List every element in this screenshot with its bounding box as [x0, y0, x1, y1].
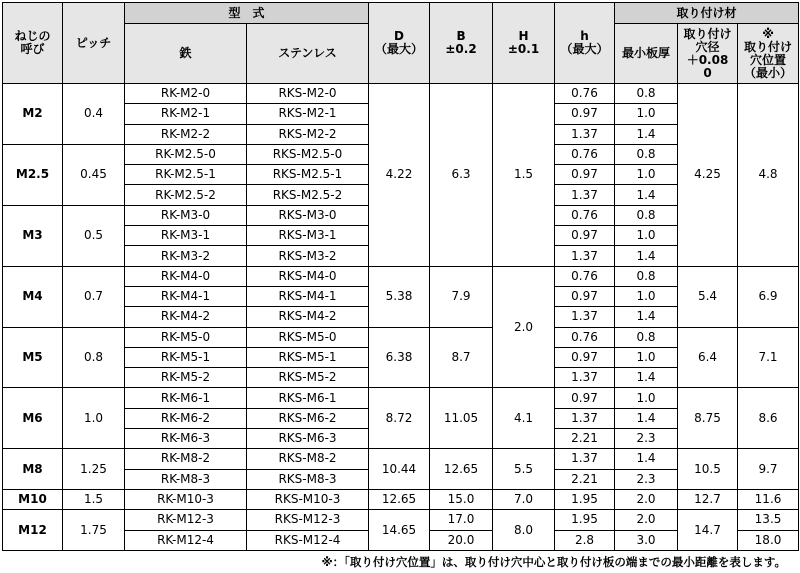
iron-cell: RK-M12-3	[125, 510, 247, 530]
header-nominal: ねじの 呼び	[3, 3, 63, 84]
iron-cell: RK-M3-0	[125, 205, 247, 225]
iron-cell: RK-M10-3	[125, 489, 247, 509]
b-cell: 6.3	[430, 84, 493, 267]
h-lower-cell: 1.37	[555, 408, 615, 428]
h-lower-cell: 0.97	[555, 286, 615, 306]
stainless-cell: RKS-M3-1	[247, 226, 369, 246]
stainless-cell: RKS-M8-3	[247, 469, 369, 489]
header-b: B ±0.2	[430, 3, 493, 84]
h-lower-cell: 0.76	[555, 144, 615, 164]
iron-cell: RK-M2.5-2	[125, 185, 247, 205]
header-h-lower: h （最大）	[555, 3, 615, 84]
min-plate-cell: 1.4	[615, 449, 678, 469]
iron-cell: RK-M2-1	[125, 104, 247, 124]
size-cell: M4	[3, 266, 63, 327]
min-plate-cell: 0.8	[615, 266, 678, 286]
size-cell: M10	[3, 489, 63, 509]
iron-cell: RK-M3-1	[125, 226, 247, 246]
pitch-cell: 1.0	[63, 388, 125, 449]
stainless-cell: RKS-M2.5-2	[247, 185, 369, 205]
min-plate-cell: 0.8	[615, 84, 678, 104]
table-body	[3, 84, 799, 551]
b-cell: 11.05	[430, 388, 493, 449]
header-min-plate: 最小板厚	[615, 24, 678, 84]
spec-table	[2, 2, 799, 551]
hole-dia-cell: 6.4	[678, 327, 738, 388]
stainless-cell: RKS-M6-2	[247, 408, 369, 428]
pitch-cell: 0.7	[63, 266, 125, 327]
iron-cell: RK-M5-1	[125, 347, 247, 367]
min-plate-cell: 0.8	[615, 327, 678, 347]
d-cell: 8.72	[369, 388, 430, 449]
header-stainless: ステンレス	[247, 24, 369, 84]
h-upper-cell: 4.1	[493, 388, 555, 449]
h-lower-cell: 0.97	[555, 104, 615, 124]
pitch-cell: 0.8	[63, 327, 125, 388]
min-plate-cell: 2.3	[615, 469, 678, 489]
h-lower-cell: 1.37	[555, 124, 615, 144]
min-plate-cell: 0.8	[615, 205, 678, 225]
stainless-cell: RKS-M6-3	[247, 429, 369, 449]
min-plate-cell: 3.0	[615, 530, 678, 550]
min-plate-cell: 1.0	[615, 286, 678, 306]
header-hole-pos: ※ 取り付け 穴位置 （最小）	[738, 24, 799, 84]
header-mounting: 取り付け材	[615, 3, 799, 24]
header-pitch: ピッチ	[63, 3, 125, 84]
stainless-cell: RKS-M2.5-0	[247, 144, 369, 164]
b-cell: 7.9	[430, 266, 493, 327]
stainless-cell: RKS-M5-0	[247, 327, 369, 347]
hole-dia-cell: 5.4	[678, 266, 738, 327]
iron-cell: RK-M5-2	[125, 368, 247, 388]
size-cell: M6	[3, 388, 63, 449]
min-plate-cell: 1.0	[615, 388, 678, 408]
stainless-cell: RKS-M10-3	[247, 489, 369, 509]
h-lower-cell: 1.37	[555, 185, 615, 205]
h-lower-cell: 1.95	[555, 510, 615, 530]
min-plate-cell: 1.4	[615, 408, 678, 428]
min-plate-cell: 2.3	[615, 429, 678, 449]
d-cell: 4.22	[369, 84, 430, 267]
d-cell: 14.65	[369, 510, 430, 551]
stainless-cell: RKS-M2-0	[247, 84, 369, 104]
header-h-upper: H ±0.1	[493, 3, 555, 84]
pitch-cell: 0.5	[63, 205, 125, 266]
iron-cell: RK-M8-2	[125, 449, 247, 469]
iron-cell: RK-M6-1	[125, 388, 247, 408]
h-lower-cell: 2.8	[555, 530, 615, 550]
pitch-cell: 0.4	[63, 84, 125, 145]
min-plate-cell: 1.0	[615, 104, 678, 124]
stainless-cell: RKS-M4-2	[247, 307, 369, 327]
hole-dia-cell: 4.25	[678, 84, 738, 267]
hole-pos-cell: 9.7	[738, 449, 799, 490]
iron-cell: RK-M2.5-0	[125, 144, 247, 164]
iron-cell: RK-M4-0	[125, 266, 247, 286]
h-upper-cell: 5.5	[493, 449, 555, 490]
hole-dia-cell: 12.7	[678, 489, 738, 509]
stainless-cell: RKS-M2.5-1	[247, 165, 369, 185]
d-cell: 10.44	[369, 449, 430, 490]
d-cell: 5.38	[369, 266, 430, 327]
pitch-cell: 1.5	[63, 489, 125, 509]
iron-cell: RK-M8-3	[125, 469, 247, 489]
stainless-cell: RKS-M4-0	[247, 266, 369, 286]
h-lower-cell: 0.76	[555, 205, 615, 225]
h-lower-cell: 0.76	[555, 266, 615, 286]
h-lower-cell: 0.97	[555, 388, 615, 408]
header-model: 型 式	[125, 3, 369, 24]
h-lower-cell: 0.97	[555, 165, 615, 185]
iron-cell: RK-M3-2	[125, 246, 247, 266]
table-row	[3, 510, 799, 530]
iron-cell: RK-M6-3	[125, 429, 247, 449]
size-cell: M2	[3, 84, 63, 145]
h-lower-cell: 2.21	[555, 469, 615, 489]
pitch-cell: 1.75	[63, 510, 125, 551]
hole-pos-cell: 13.5	[738, 510, 799, 530]
header-iron: 鉄	[125, 24, 247, 84]
table-row	[3, 84, 799, 104]
h-upper-cell: 8.0	[493, 510, 555, 551]
iron-cell: RK-M4-1	[125, 286, 247, 306]
stainless-cell: RKS-M5-1	[247, 347, 369, 367]
hole-pos-cell: 8.6	[738, 388, 799, 449]
hole-dia-cell: 14.7	[678, 510, 738, 551]
hole-pos-cell: 4.8	[738, 84, 799, 267]
h-upper-cell: 2.0	[493, 266, 555, 388]
b-cell: 8.7	[430, 327, 493, 388]
min-plate-cell: 0.8	[615, 144, 678, 164]
stainless-cell: RKS-M8-2	[247, 449, 369, 469]
hole-pos-cell: 18.0	[738, 530, 799, 550]
h-lower-cell: 1.37	[555, 246, 615, 266]
iron-cell: RK-M2-0	[125, 84, 247, 104]
min-plate-cell: 1.4	[615, 307, 678, 327]
b-cell: 17.0	[430, 510, 493, 530]
iron-cell: RK-M4-2	[125, 307, 247, 327]
header-d: D （最大）	[369, 3, 430, 84]
min-plate-cell: 1.4	[615, 368, 678, 388]
h-lower-cell: 0.97	[555, 226, 615, 246]
b-cell: 20.0	[430, 530, 493, 550]
pitch-cell: 1.25	[63, 449, 125, 490]
h-lower-cell: 1.95	[555, 489, 615, 509]
h-lower-cell: 1.37	[555, 307, 615, 327]
table-row	[3, 327, 799, 347]
hole-pos-cell: 7.1	[738, 327, 799, 388]
table-row	[3, 388, 799, 408]
stainless-cell: RKS-M12-4	[247, 530, 369, 550]
stainless-cell: RKS-M12-3	[247, 510, 369, 530]
header-hole-dia: 取り付け 穴径 ＋0.08 0	[678, 24, 738, 84]
stainless-cell: RKS-M4-1	[247, 286, 369, 306]
h-lower-cell: 1.37	[555, 449, 615, 469]
b-cell: 15.0	[430, 489, 493, 509]
min-plate-cell: 1.4	[615, 246, 678, 266]
iron-cell: RK-M6-2	[125, 408, 247, 428]
table-row	[3, 449, 799, 469]
min-plate-cell: 1.4	[615, 185, 678, 205]
size-cell: M3	[3, 205, 63, 266]
table-row	[3, 489, 799, 509]
h-lower-cell: 1.37	[555, 368, 615, 388]
d-cell: 12.65	[369, 489, 430, 509]
footnote: ※：「取り付け穴位置」は、取り付け穴中心と取り付け板の端までの最小距離を表します。	[321, 555, 786, 569]
min-plate-cell: 2.0	[615, 489, 678, 509]
h-upper-cell: 1.5	[493, 84, 555, 267]
iron-cell: RK-M5-0	[125, 327, 247, 347]
stainless-cell: RKS-M6-1	[247, 388, 369, 408]
min-plate-cell: 1.0	[615, 347, 678, 367]
size-cell: M2.5	[3, 144, 63, 205]
stainless-cell: RKS-M3-2	[247, 246, 369, 266]
h-lower-cell: 0.97	[555, 347, 615, 367]
b-cell: 12.65	[430, 449, 493, 490]
stainless-cell: RKS-M3-0	[247, 205, 369, 225]
size-cell: M5	[3, 327, 63, 388]
h-lower-cell: 2.21	[555, 429, 615, 449]
hole-dia-cell: 8.75	[678, 388, 738, 449]
size-cell: M8	[3, 449, 63, 490]
iron-cell: RK-M2.5-1	[125, 165, 247, 185]
min-plate-cell: 1.0	[615, 165, 678, 185]
d-cell: 6.38	[369, 327, 430, 388]
min-plate-cell: 1.0	[615, 226, 678, 246]
iron-cell: RK-M12-4	[125, 530, 247, 550]
min-plate-cell: 1.4	[615, 124, 678, 144]
pitch-cell: 0.45	[63, 144, 125, 205]
iron-cell: RK-M2-2	[125, 124, 247, 144]
stainless-cell: RKS-M2-2	[247, 124, 369, 144]
hole-dia-cell: 10.5	[678, 449, 738, 490]
h-lower-cell: 0.76	[555, 84, 615, 104]
size-cell: M12	[3, 510, 63, 551]
stainless-cell: RKS-M5-2	[247, 368, 369, 388]
h-upper-cell: 7.0	[493, 489, 555, 509]
hole-pos-cell: 11.6	[738, 489, 799, 509]
hole-pos-cell: 6.9	[738, 266, 799, 327]
stainless-cell: RKS-M2-1	[247, 104, 369, 124]
table-row	[3, 266, 799, 286]
min-plate-cell: 2.0	[615, 510, 678, 530]
h-lower-cell: 0.76	[555, 327, 615, 347]
